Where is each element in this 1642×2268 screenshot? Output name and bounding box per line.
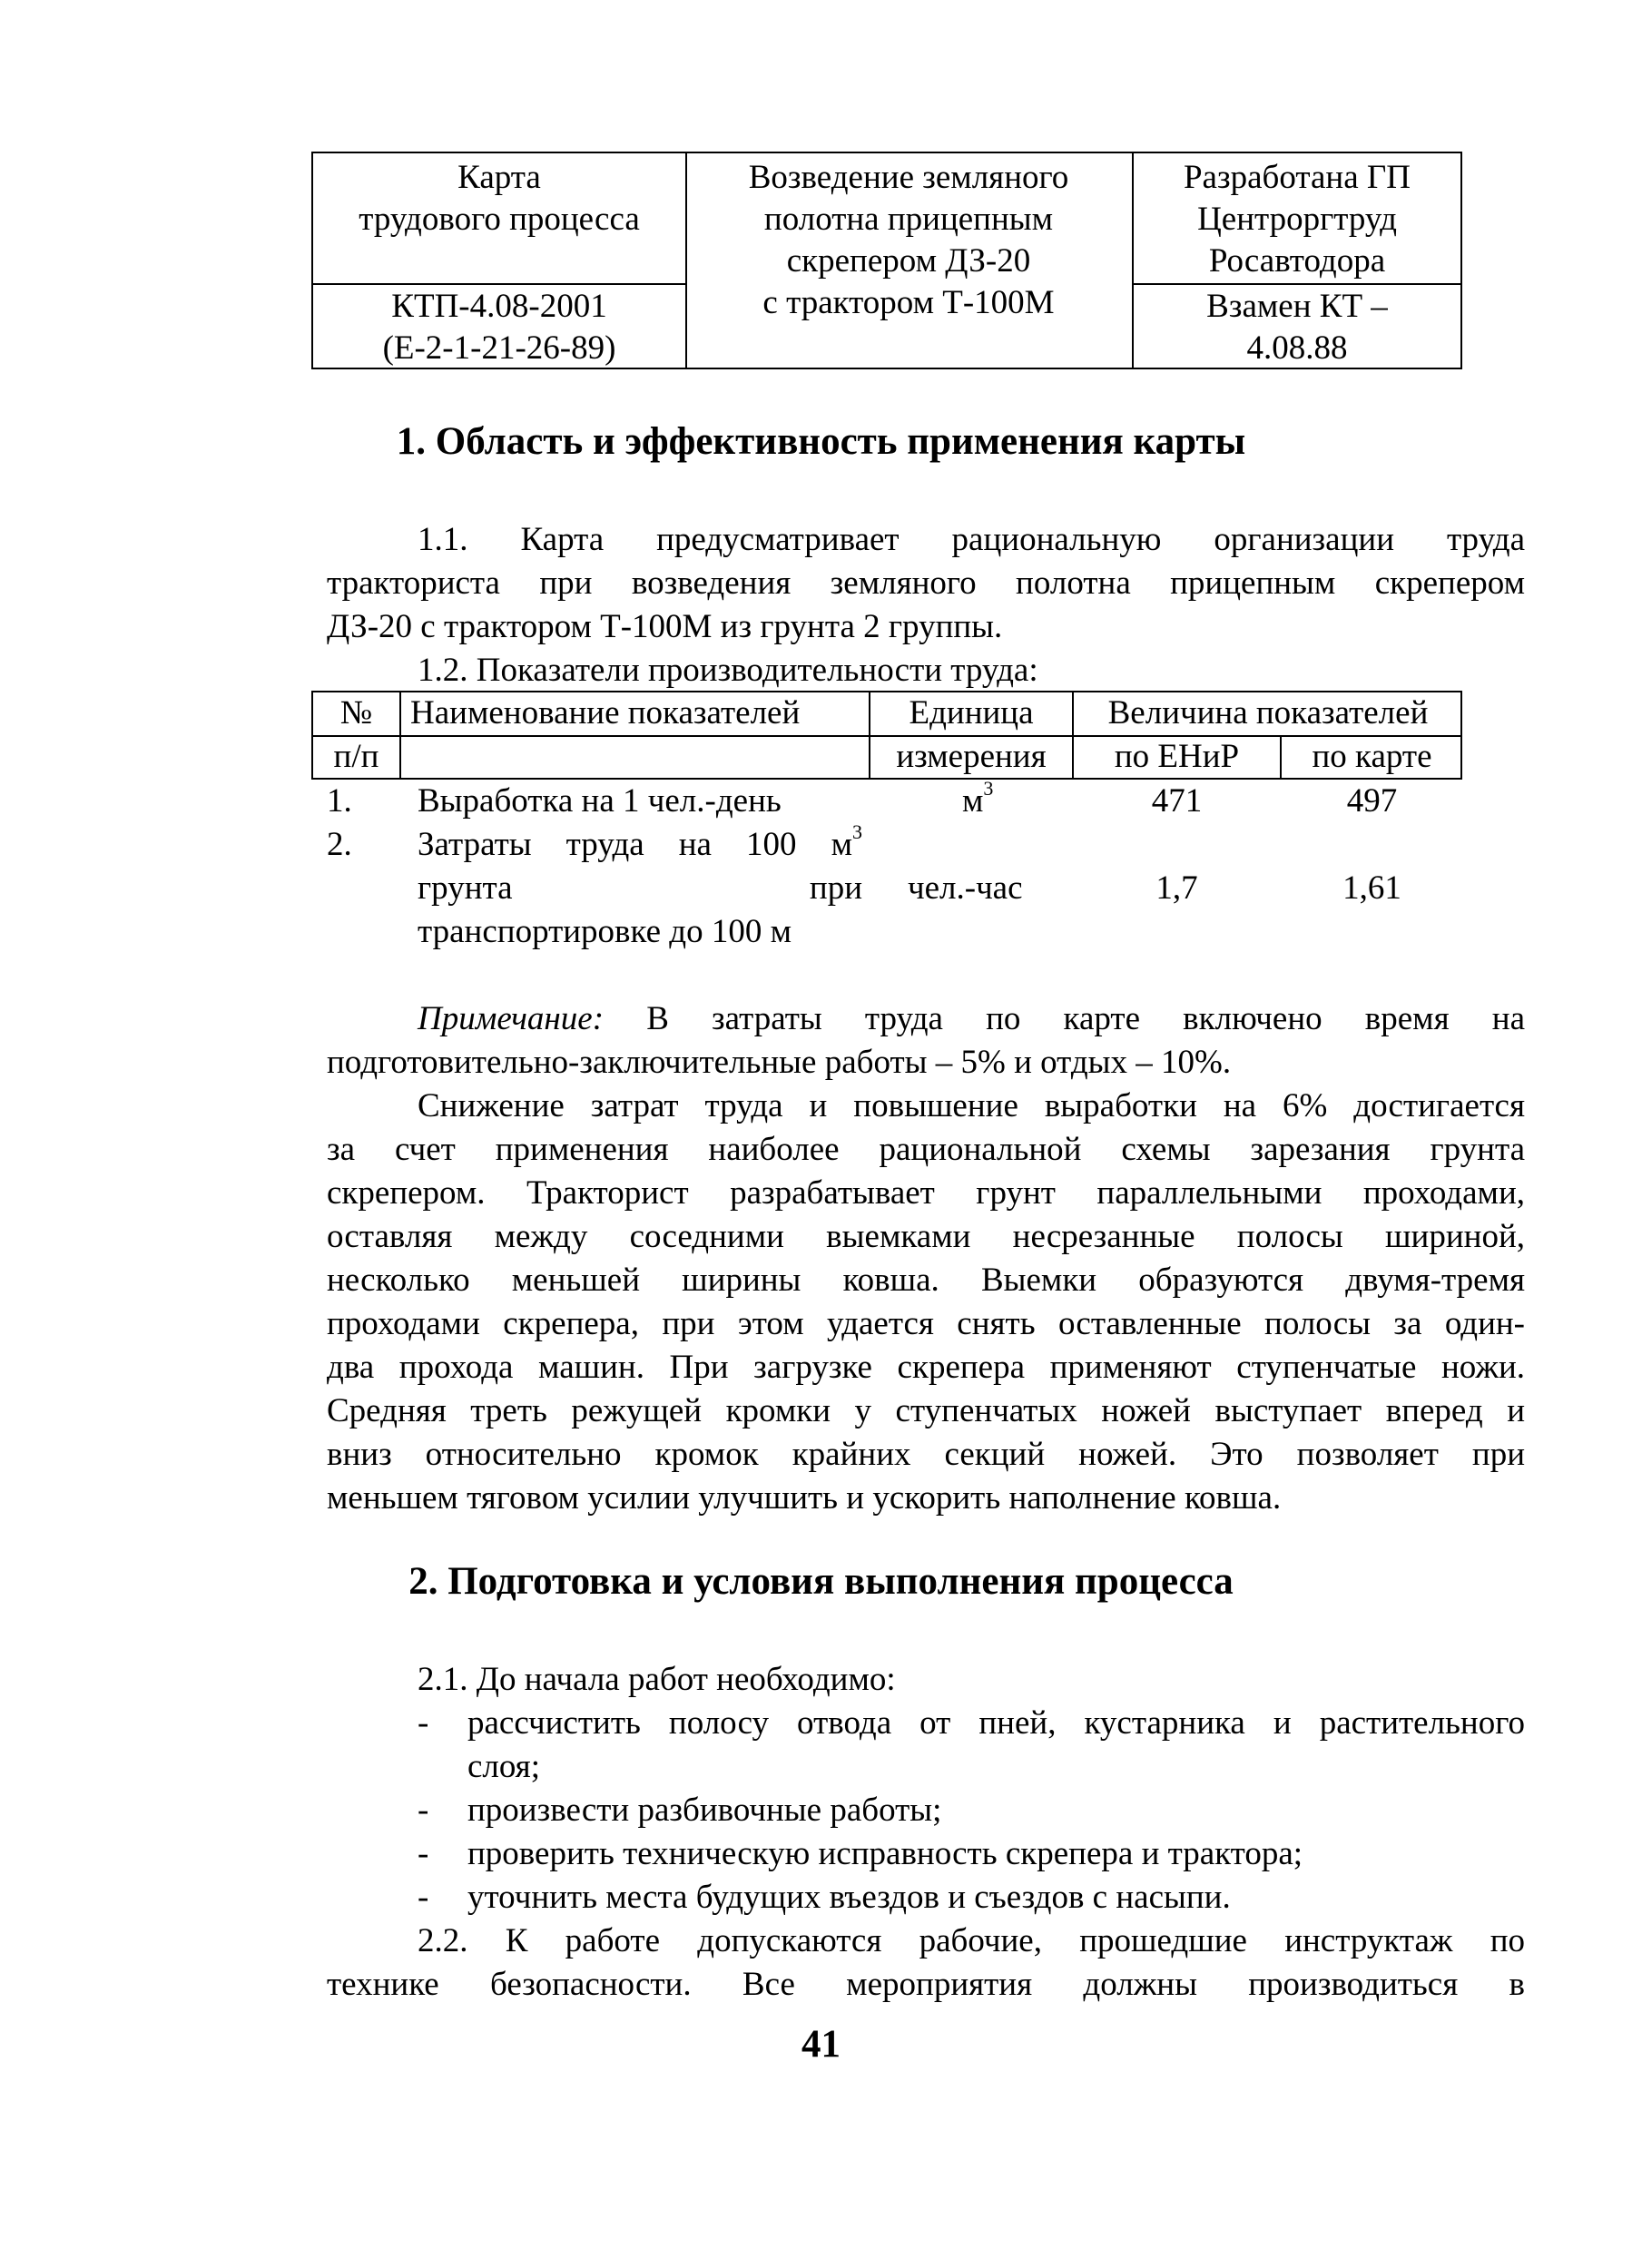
p1-line2: тракториста при возведения земляного полотна прицепным скрепером <box>327 565 1525 602</box>
header-process-name: Возведение земляного полотна прицепным скрепером ДЗ-20 с трактором Т-100М <box>748 159 1069 321</box>
header-card-code: КТП-4.08-2001 (Е-2-1-21-26-89) <box>382 288 616 367</box>
reduction-line4: оставляя между соседними выемками несрезанные полосы шириной, <box>327 1218 1525 1255</box>
reduction-line2: за счет применения наиболее рациональной схемы зарезания грунта <box>327 1131 1525 1168</box>
header-card-title: Карта трудового процесса <box>359 159 640 238</box>
th-enir: по ЕНиР <box>1114 738 1240 775</box>
list-item-3: проверить техническую исправность скрепера и трактора; <box>467 1835 1303 1872</box>
reduction-line10: меньшем тяговом усилии улучшить и ускорить наполнение ковша. <box>327 1479 1282 1517</box>
row2-name-line3: транспортировке до 100 м <box>418 913 792 950</box>
row2-enir: 1,7 <box>1155 869 1198 907</box>
reduction-line3: скрепером. Тракторист разрабатывает грунт параллельными проходами, <box>327 1174 1525 1212</box>
reduction-line9: вниз относительно кромок крайних секций ножей. Это позволяет при <box>327 1436 1525 1473</box>
list-item-1-line2: слоя; <box>467 1748 540 1785</box>
note-line1: Примечание: В затраты труда по карте включено время на <box>418 1000 1526 1037</box>
th-card: по карте <box>1312 738 1432 775</box>
note-line2: подготовительно-заключительные работы – 5% и отдых – 10%. <box>327 1044 1232 1081</box>
reduction-line8: Средняя треть режущей кромки у ступенчатых ножей выступает вперед и <box>327 1392 1525 1429</box>
row1-unit: $м^3$ <box>962 777 994 820</box>
p1-line3: ДЗ-20 с трактором Т-100М из грунта 2 группы. <box>327 608 1003 645</box>
th-unit2: измерения <box>896 738 1047 775</box>
section1-title: 1. Область и эффективность применения карты <box>396 420 1246 463</box>
row1-card: 497 <box>1346 782 1398 820</box>
reduction-line6: проходами скрепера, при этом удается снять оставленные полосы за один- <box>327 1305 1525 1342</box>
header-replaces: Взамен КТ – 4.08.88 <box>1206 288 1388 367</box>
reduction-line7: два прохода машин. При загрузке скрепера применяют ступенчатые ножи. <box>327 1349 1525 1386</box>
list-dash-4: - <box>418 1879 429 1916</box>
p2-2-line2: технике безопасности. Все мероприятия должны производиться в <box>327 1966 1525 2003</box>
p1-line1: 1.1. Карта предусматривает рациональную организации труда <box>418 521 1525 558</box>
row2-unit: чел.-час <box>908 869 1023 907</box>
p2-1-title: 2.1. До начала работ необходимо: <box>418 1661 896 1698</box>
list-item-1-line1: рассчистить полосу отвода от пней, кустарника и растительного <box>467 1704 1525 1742</box>
th-value: Величина показателей <box>1107 694 1429 731</box>
reduction-line5: несколько меньшей ширины ковша. Выемки образуются двумя-тремя <box>327 1262 1525 1299</box>
row2-card: 1,61 <box>1342 869 1401 907</box>
th-name: Наименование показателей <box>410 694 801 731</box>
row2-num: 2. <box>327 826 352 863</box>
list-item-4: уточнить места будущих въездов и съездов с насыпи. <box>467 1879 1231 1916</box>
th-num: № <box>339 694 373 731</box>
p2-2-line1: 2.2. К работе допускаются рабочие, прошедшие инструктаж по <box>418 1922 1525 1959</box>
note-label: Примечание: <box>418 1000 605 1037</box>
list-dash-3: - <box>418 1835 429 1872</box>
reduction-line1: Снижение затрат труда и повышение выработки на 6% достигается <box>418 1087 1525 1124</box>
list-dash-1: - <box>418 1704 429 1742</box>
th-unit: Единица <box>909 694 1034 731</box>
th-num2: п/п <box>333 738 379 775</box>
header-developer: Разработана ГП Центроргтруд Росавтодора <box>1183 159 1411 280</box>
row2-name-line2: грунта при <box>418 869 862 907</box>
p1-2-title: 1.2. Показатели производительности труда: <box>418 652 1038 689</box>
row1-name: Выработка на 1 чел.-день <box>418 782 782 820</box>
row1-enir: 471 <box>1151 782 1203 820</box>
page-number: 41 <box>801 2023 841 2066</box>
section2-title: 2. Подготовка и условия выполнения процесса <box>408 1560 1234 1603</box>
header-table <box>311 152 1462 369</box>
list-item-2: произвести разбивочные работы; <box>467 1792 942 1829</box>
row1-num: 1. <box>327 782 352 820</box>
list-dash-2: - <box>418 1792 429 1829</box>
row2-name-line1: Затраты труда на 100 $м^3$ <box>418 820 862 863</box>
